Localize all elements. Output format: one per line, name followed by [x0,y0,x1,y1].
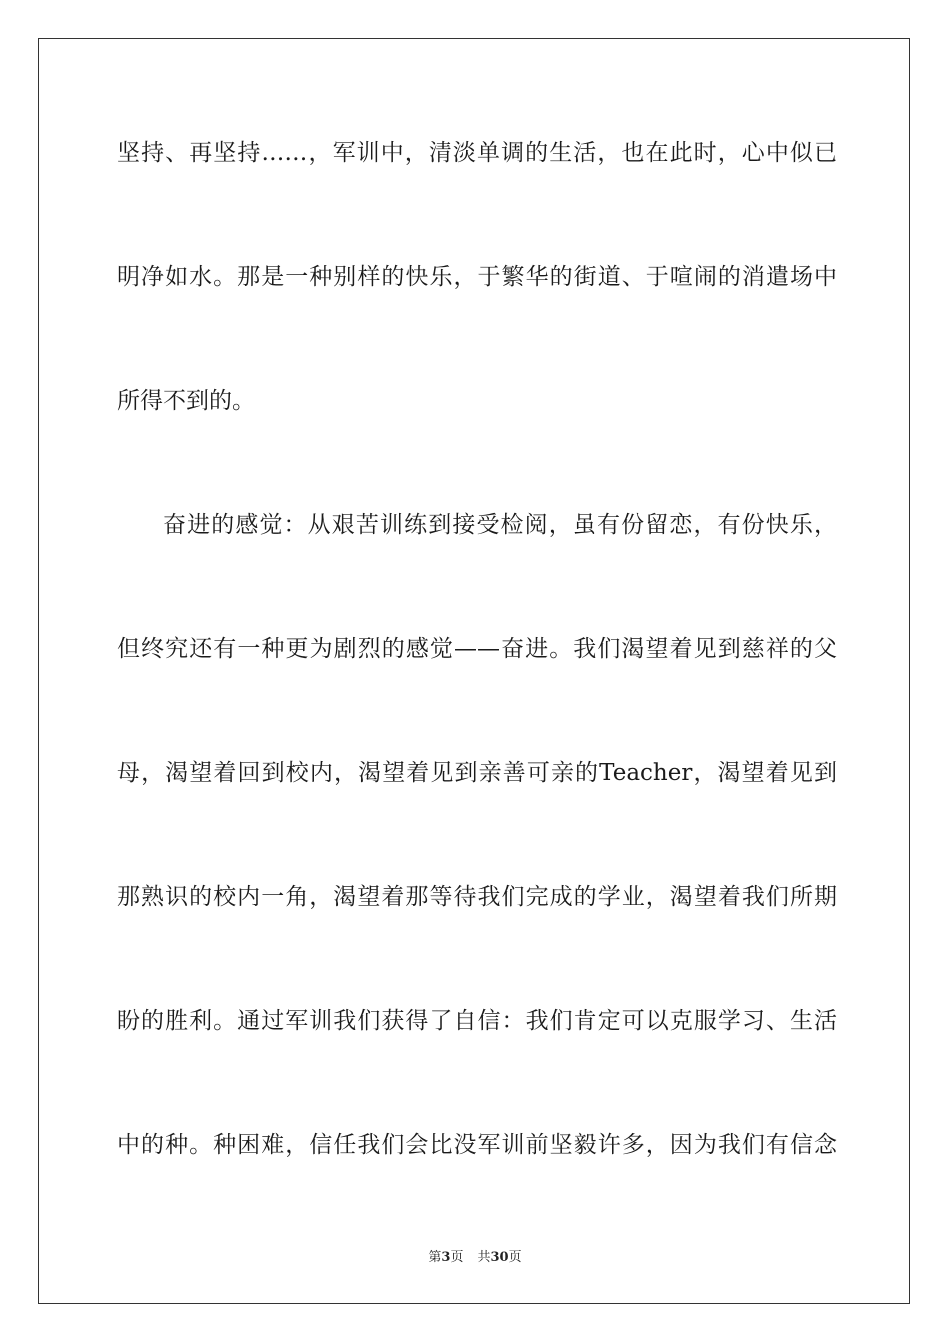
total-suffix: 页 [508,1250,522,1265]
page-border [38,38,910,1304]
text-line: 但终究还有一种更为剧烈的感觉——奋进。我们渴望着见到慈祥的父 [117,636,837,662]
text-line: 中的种。种困难，信任我们会比没军训前坚毅许多，因为我们有信念 [117,1132,837,1158]
page-suffix: 页 [450,1250,464,1265]
text-line: 那熟识的校内一角，渴望着那等待我们完成的学业，渴望着我们所期 [117,884,837,910]
text-line: 盼的胜利。通过军训我们获得了自信：我们肯定可以克服学习、生活 [117,1008,837,1034]
text-line: 明净如水。那是一种别样的快乐，于繁华的街道、于喧闹的消遣场中 [117,264,837,290]
text-line: 母，渴望着回到校内，渴望着见到亲善可亲的Teacher，渴望着见到 [117,760,837,786]
text-line: 坚持、再坚持……，军训中，清淡单调的生活，也在此时，心中似已 [117,140,837,166]
page-number: 3 [441,1250,451,1265]
page-footer [0,1246,950,1265]
text-line: 奋进的感觉：从艰苦训练到接受检阅，虽有份留恋，有份快乐， [163,512,837,538]
text-line: 所得不到的。 [117,388,255,414]
total-pages: 30 [490,1250,509,1265]
total-prefix: 共 [477,1250,491,1265]
page-prefix: 第 [428,1250,442,1265]
